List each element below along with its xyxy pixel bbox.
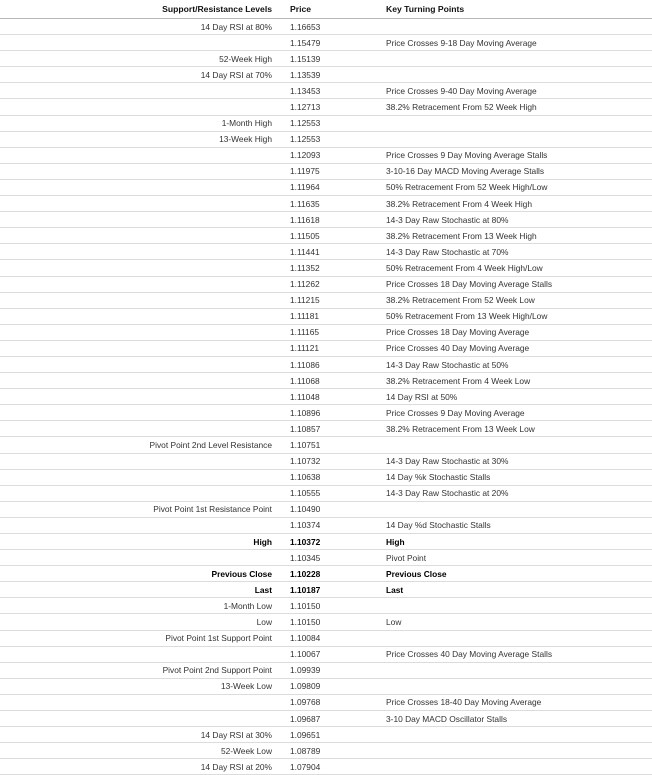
price-cell: 1.10732 <box>282 453 352 469</box>
turning-point-cell: Price Crosses 40 Day Moving Average <box>352 340 652 356</box>
level-cell <box>0 550 282 566</box>
turning-point-cell <box>352 19 652 35</box>
price-cell: 1.11215 <box>282 292 352 308</box>
table-row <box>0 308 652 324</box>
turning-point-cell: 38.2% Retracement From 4 Week Low <box>352 373 652 389</box>
price-cell: 1.09809 <box>282 678 352 694</box>
table-row <box>0 51 652 67</box>
turning-point-cell: 50% Retracement From 52 Week High/Low <box>352 179 652 195</box>
price-cell: 1.11068 <box>282 373 352 389</box>
price-cell: 1.10187 <box>282 582 352 598</box>
level-cell: 14 Day RSI at 80% <box>0 19 282 35</box>
turning-point-cell <box>352 51 652 67</box>
price-cell: 1.10555 <box>282 485 352 501</box>
turning-point-cell <box>352 743 652 759</box>
level-cell: High <box>0 534 282 550</box>
table-row <box>0 35 652 51</box>
turning-point-cell: 14 Day %k Stochastic Stalls <box>352 469 652 485</box>
level-cell <box>0 196 282 212</box>
turning-point-cell <box>352 115 652 131</box>
level-cell: 1-Month Low <box>0 598 282 614</box>
level-cell <box>0 228 282 244</box>
level-cell: Pivot Point 2nd Level Resistance <box>0 437 282 453</box>
level-cell <box>0 405 282 421</box>
price-cell: 1.11181 <box>282 308 352 324</box>
table-row <box>0 759 652 775</box>
level-cell <box>0 469 282 485</box>
table-row <box>0 67 652 83</box>
table-row <box>0 630 652 646</box>
table-row <box>0 260 652 276</box>
price-cell: 1.11165 <box>282 324 352 340</box>
price-cell: 1.07904 <box>282 759 352 775</box>
level-cell <box>0 260 282 276</box>
table-row <box>0 147 652 163</box>
price-cell: 1.09768 <box>282 694 352 710</box>
price-cell: 1.10345 <box>282 550 352 566</box>
turning-point-cell: 14-3 Day Raw Stochastic at 70% <box>352 244 652 260</box>
level-cell <box>0 646 282 662</box>
level-cell <box>0 711 282 727</box>
table-row <box>0 614 652 630</box>
level-cell: Previous Close <box>0 566 282 582</box>
level-cell: 13-Week Low <box>0 678 282 694</box>
table-row <box>0 324 652 340</box>
table-row <box>0 694 652 710</box>
level-cell: Last <box>0 582 282 598</box>
level-cell <box>0 694 282 710</box>
table-row <box>0 662 652 678</box>
level-cell <box>0 212 282 228</box>
level-cell <box>0 421 282 437</box>
level-cell <box>0 99 282 115</box>
price-cell: 1.11086 <box>282 356 352 372</box>
level-cell: Low <box>0 614 282 630</box>
turning-point-cell: 14-3 Day Raw Stochastic at 30% <box>352 453 652 469</box>
turning-point-cell <box>352 678 652 694</box>
level-cell <box>0 356 282 372</box>
turning-point-cell <box>352 67 652 83</box>
table-row <box>0 743 652 759</box>
turning-point-cell <box>352 662 652 678</box>
table-row <box>0 582 652 598</box>
turning-point-cell <box>352 598 652 614</box>
header-key-turning-points: Key Turning Points <box>352 0 652 19</box>
turning-point-cell: 14 Day RSI at 50% <box>352 389 652 405</box>
level-cell <box>0 292 282 308</box>
level-cell <box>0 179 282 195</box>
price-cell: 1.11262 <box>282 276 352 292</box>
price-cell: 1.15139 <box>282 51 352 67</box>
table-row <box>0 550 652 566</box>
header-price: Price <box>282 0 352 19</box>
table-row <box>0 196 652 212</box>
level-cell <box>0 453 282 469</box>
table-row <box>0 19 652 35</box>
turning-point-cell: 38.2% Retracement From 52 Week Low <box>352 292 652 308</box>
turning-point-cell: 3-10-16 Day MACD Moving Average Stalls <box>352 163 652 179</box>
level-cell: 52-Week Low <box>0 743 282 759</box>
price-cell: 1.11635 <box>282 196 352 212</box>
turning-point-cell: Price Crosses 9-18 Day Moving Average <box>352 35 652 51</box>
turning-point-cell <box>352 501 652 517</box>
price-cell: 1.13453 <box>282 83 352 99</box>
price-cell: 1.10896 <box>282 405 352 421</box>
level-cell: 14 Day RSI at 20% <box>0 759 282 775</box>
table-row <box>0 646 652 662</box>
turning-point-cell: 50% Retracement From 4 Week High/Low <box>352 260 652 276</box>
table-row <box>0 179 652 195</box>
price-cell: 1.10150 <box>282 598 352 614</box>
table-row <box>0 485 652 501</box>
turning-point-cell: Price Crosses 40 Day Moving Average Stalls <box>352 646 652 662</box>
table-row <box>0 421 652 437</box>
table-row <box>0 437 652 453</box>
turning-point-cell: 38.2% Retracement From 13 Week High <box>352 228 652 244</box>
price-cell: 1.12093 <box>282 147 352 163</box>
price-cell: 1.10638 <box>282 469 352 485</box>
table-row <box>0 678 652 694</box>
price-cell: 1.10490 <box>282 501 352 517</box>
table-row <box>0 534 652 550</box>
level-cell <box>0 517 282 533</box>
level-cell <box>0 83 282 99</box>
table-row <box>0 340 652 356</box>
turning-point-cell: Price Crosses 9 Day Moving Average Stalls <box>352 147 652 163</box>
price-cell: 1.12553 <box>282 115 352 131</box>
table-row <box>0 99 652 115</box>
price-cell: 1.10150 <box>282 614 352 630</box>
turning-point-cell <box>352 630 652 646</box>
table-row <box>0 228 652 244</box>
turning-point-cell: Last <box>352 582 652 598</box>
price-cell: 1.09939 <box>282 662 352 678</box>
table-row <box>0 566 652 582</box>
price-cell: 1.12713 <box>282 99 352 115</box>
price-cell: 1.09687 <box>282 711 352 727</box>
level-cell <box>0 244 282 260</box>
table-row <box>0 389 652 405</box>
turning-point-cell: 14-3 Day Raw Stochastic at 20% <box>352 485 652 501</box>
price-cell: 1.12553 <box>282 131 352 147</box>
level-cell: 14 Day RSI at 70% <box>0 67 282 83</box>
table-row <box>0 405 652 421</box>
table-row <box>0 244 652 260</box>
level-cell: 13-Week High <box>0 131 282 147</box>
price-cell: 1.11121 <box>282 340 352 356</box>
turning-point-cell <box>352 727 652 743</box>
table-row <box>0 292 652 308</box>
turning-point-cell: 3-10 Day MACD Oscillator Stalls <box>352 711 652 727</box>
table-row <box>0 131 652 147</box>
price-cell: 1.10372 <box>282 534 352 550</box>
table-row <box>0 373 652 389</box>
table-row <box>0 711 652 727</box>
turning-point-cell: 38.2% Retracement From 4 Week High <box>352 196 652 212</box>
level-cell <box>0 163 282 179</box>
price-cell: 1.11975 <box>282 163 352 179</box>
price-cell: 1.11964 <box>282 179 352 195</box>
header-support-resistance: Support/Resistance Levels <box>0 0 282 19</box>
level-cell <box>0 35 282 51</box>
table-row <box>0 453 652 469</box>
turning-point-cell: Price Crosses 18 Day Moving Average Stalls <box>352 276 652 292</box>
turning-point-cell: Price Crosses 9 Day Moving Average <box>352 405 652 421</box>
table-row <box>0 83 652 99</box>
table-row <box>0 501 652 517</box>
level-cell <box>0 485 282 501</box>
table-row <box>0 517 652 533</box>
turning-point-cell: Price Crosses 9-40 Day Moving Average <box>352 83 652 99</box>
table-row <box>0 276 652 292</box>
level-cell: Pivot Point 1st Support Point <box>0 630 282 646</box>
table-row <box>0 212 652 228</box>
price-cell: 1.10084 <box>282 630 352 646</box>
table-header-row <box>0 0 652 19</box>
level-cell: 1-Month High <box>0 115 282 131</box>
turning-point-cell: 14-3 Day Raw Stochastic at 50% <box>352 356 652 372</box>
price-cell: 1.11352 <box>282 260 352 276</box>
level-cell <box>0 373 282 389</box>
level-cell: 52-Week High <box>0 51 282 67</box>
price-cell: 1.08789 <box>282 743 352 759</box>
level-cell: Pivot Point 1st Resistance Point <box>0 501 282 517</box>
turning-point-cell: Pivot Point <box>352 550 652 566</box>
price-cell: 1.13539 <box>282 67 352 83</box>
price-cell: 1.11048 <box>282 389 352 405</box>
turning-point-cell: 14 Day %d Stochastic Stalls <box>352 517 652 533</box>
turning-point-cell: 50% Retracement From 13 Week High/Low <box>352 308 652 324</box>
level-cell <box>0 276 282 292</box>
price-cell: 1.11618 <box>282 212 352 228</box>
price-cell: 1.09651 <box>282 727 352 743</box>
turning-point-cell: 38.2% Retracement From 13 Week Low <box>352 421 652 437</box>
turning-point-cell <box>352 131 652 147</box>
level-cell: Pivot Point 2nd Support Point <box>0 662 282 678</box>
turning-point-cell <box>352 759 652 775</box>
table-row <box>0 356 652 372</box>
turning-point-cell: Price Crosses 18 Day Moving Average <box>352 324 652 340</box>
level-cell <box>0 147 282 163</box>
turning-point-cell <box>352 437 652 453</box>
turning-point-cell: Previous Close <box>352 566 652 582</box>
turning-point-cell: 38.2% Retracement From 52 Week High <box>352 99 652 115</box>
price-cell: 1.10228 <box>282 566 352 582</box>
table-row <box>0 469 652 485</box>
level-cell <box>0 389 282 405</box>
level-cell <box>0 340 282 356</box>
turning-point-cell: Price Crosses 18-40 Day Moving Average <box>352 694 652 710</box>
table-body <box>0 19 652 775</box>
price-cell: 1.15479 <box>282 35 352 51</box>
price-cell: 1.16653 <box>282 19 352 35</box>
turning-point-cell: Low <box>352 614 652 630</box>
table-row <box>0 163 652 179</box>
level-cell <box>0 308 282 324</box>
turning-point-cell: High <box>352 534 652 550</box>
turning-point-cell: 14-3 Day Raw Stochastic at 80% <box>352 212 652 228</box>
table-row <box>0 598 652 614</box>
price-cell: 1.10751 <box>282 437 352 453</box>
price-cell: 1.11441 <box>282 244 352 260</box>
level-cell: 14 Day RSI at 30% <box>0 727 282 743</box>
level-cell <box>0 324 282 340</box>
price-cell: 1.10857 <box>282 421 352 437</box>
table-row <box>0 115 652 131</box>
price-cell: 1.10374 <box>282 517 352 533</box>
price-cell: 1.10067 <box>282 646 352 662</box>
table-row <box>0 727 652 743</box>
price-cell: 1.11505 <box>282 228 352 244</box>
